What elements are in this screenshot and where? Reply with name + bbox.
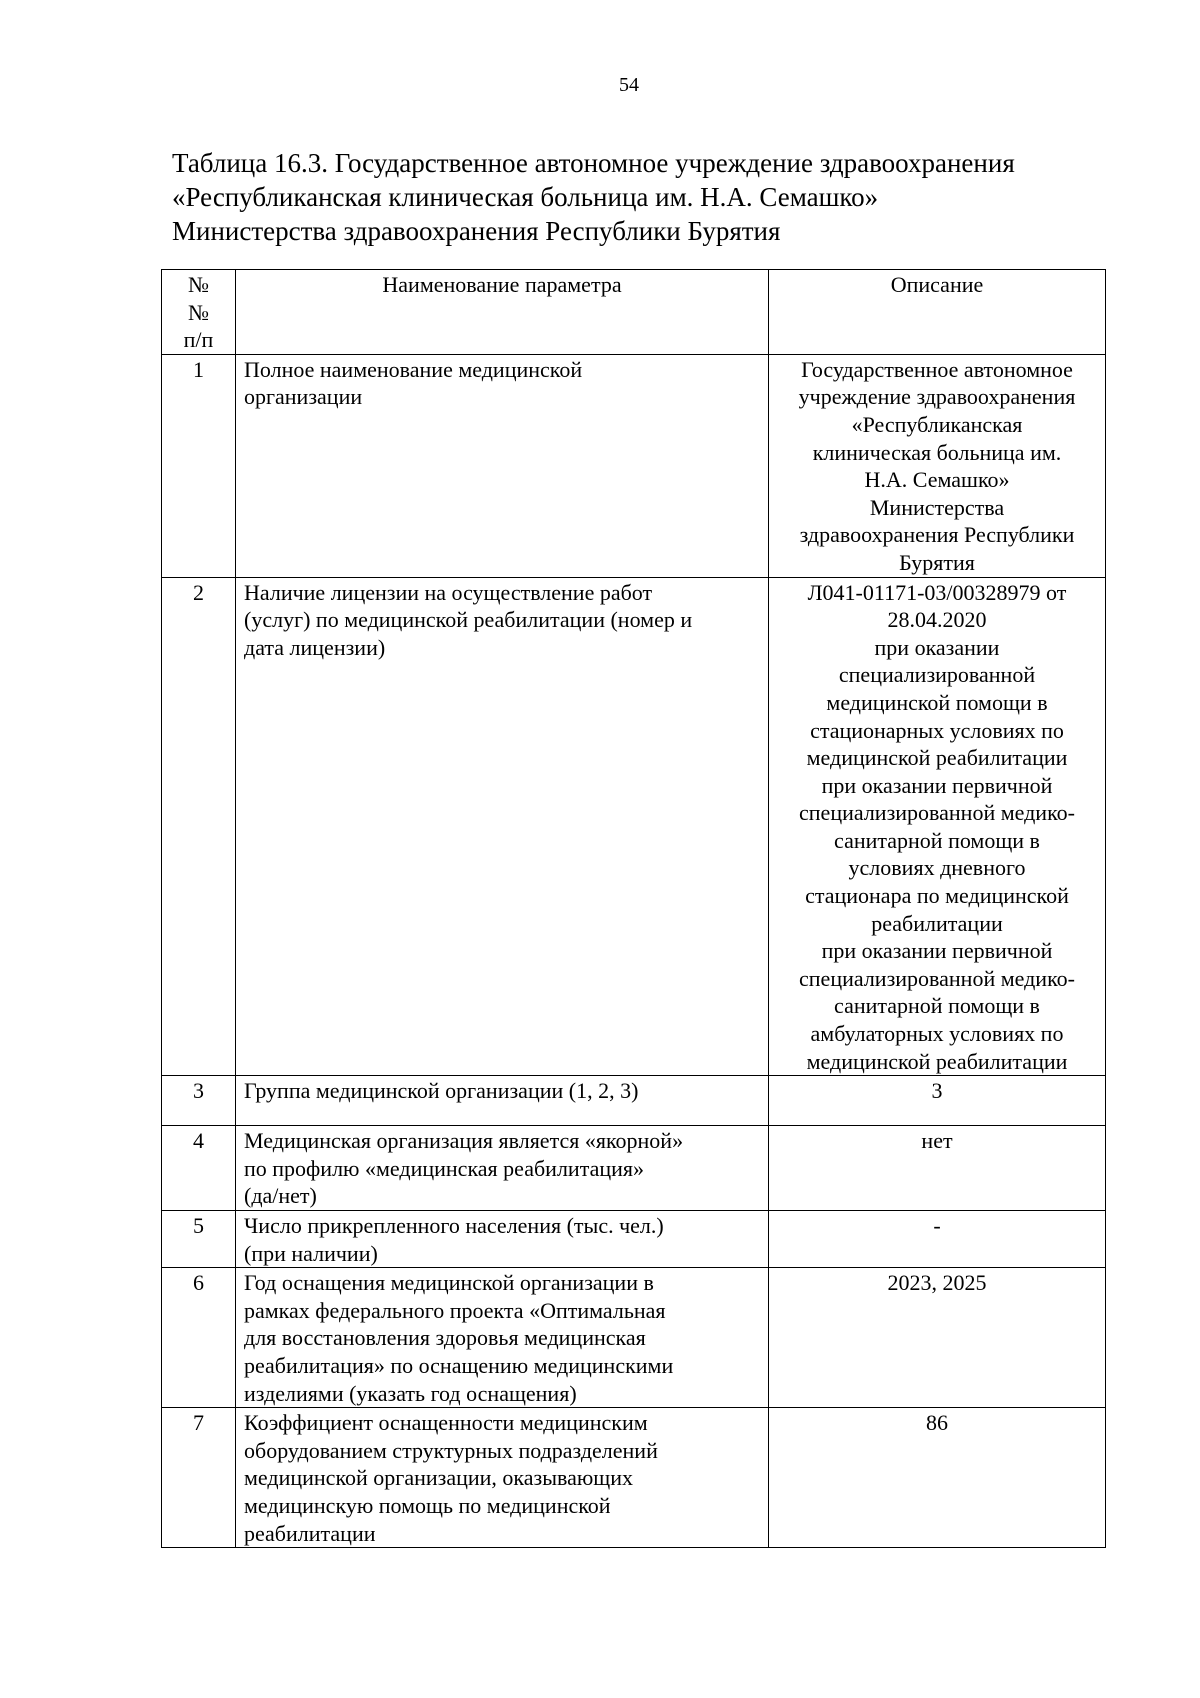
parameter-description-line: Бурятия xyxy=(899,549,975,575)
parameter-name-line: организации xyxy=(244,384,363,410)
parameter-description xyxy=(769,1268,1106,1408)
parameter-description-line: клиническая больница им. xyxy=(812,439,1062,465)
parameter-description-line: санитарной помощи в xyxy=(834,993,1040,1019)
parameter-description-line: специализированной медико- xyxy=(799,800,1075,826)
parameter-description-line: реабилитации xyxy=(871,910,1003,936)
parameter-description-line: 86 xyxy=(926,1410,948,1436)
parameter-description-line: Государственное автономное xyxy=(801,356,1073,382)
parameter-name xyxy=(236,1076,769,1126)
parameter-description-line: «Республиканская xyxy=(851,411,1023,437)
parameter-name-line: Коэффициент оснащенности медицинским xyxy=(244,1410,648,1436)
parameter-name-line: медицинскую помощь по медицинской xyxy=(244,1492,611,1518)
parameter-description-line: санитарной помощи в xyxy=(834,827,1040,853)
parameter-description-line: Л041-01171-03/00328979 от xyxy=(807,579,1067,605)
parameter-name xyxy=(236,1268,769,1408)
parameter-description-line: при оказании первичной xyxy=(821,772,1053,798)
table-row xyxy=(162,1126,1106,1211)
parameter-name-line: реабилитации xyxy=(244,1520,376,1546)
parameter-name-line: рамках федерального проекта «Оптимальная xyxy=(244,1297,666,1323)
row-number: 6 xyxy=(162,1268,236,1408)
parameter-description-line: медицинской реабилитации xyxy=(806,745,1068,771)
parameter-name-line: Группа медицинской организации (1, 2, 3) xyxy=(244,1078,639,1104)
header-description: Описание xyxy=(769,270,1106,355)
parameter-description-line: здравоохранения Республики xyxy=(799,522,1075,548)
table-row xyxy=(162,354,1106,577)
parameter-name-line: (услуг) по медицинской реабилитации (номер и xyxy=(244,607,693,633)
table-header-row xyxy=(162,270,1106,355)
row-number: 2 xyxy=(162,577,236,1076)
table-title-line: Таблица 16.3. Государственное автономное учреждение здравоохранения xyxy=(172,148,1015,178)
parameter-description xyxy=(769,1211,1106,1268)
header-number-line: № xyxy=(188,299,209,325)
parameter-name-line: (да/нет) xyxy=(244,1183,317,1209)
table-title-line: Министерства здравоохранения Республики Бурятия xyxy=(172,216,781,246)
parameter-name xyxy=(236,1408,769,1548)
parameter-description xyxy=(769,354,1106,577)
parameter-name-line: изделиями (указать год оснащения) xyxy=(244,1380,577,1406)
parameters-table xyxy=(161,269,1106,1548)
parameter-description-line: стационарных условиях по xyxy=(810,717,1064,743)
parameter-name-line: оборудованием структурных подразделений xyxy=(244,1437,658,1463)
parameter-description-line: при оказании xyxy=(874,634,1000,660)
row-number: 4 xyxy=(162,1126,236,1211)
parameter-name-line: дата лицензии) xyxy=(244,634,386,660)
row-number: 7 xyxy=(162,1408,236,1548)
table-row xyxy=(162,1076,1106,1126)
parameter-name-line: по профилю «медицинская реабилитация» xyxy=(244,1155,645,1181)
parameter-name-line: (при наличии) xyxy=(244,1240,378,1266)
parameter-description-line: 3 xyxy=(931,1078,943,1104)
parameter-description-line: 28.04.2020 xyxy=(887,607,987,633)
parameter-description-line: амбулаторных условиях по xyxy=(810,1021,1064,1047)
parameter-description xyxy=(769,1408,1106,1548)
table-row xyxy=(162,1408,1106,1548)
parameter-name-line: реабилитация» по оснащению медицинскими xyxy=(244,1352,674,1378)
row-number: 1 xyxy=(162,354,236,577)
header-parameter-name: Наименование параметра xyxy=(236,270,769,355)
table-row xyxy=(162,1268,1106,1408)
parameter-description-line: стационара по медицинской xyxy=(805,883,1069,909)
parameter-description-line: специализированной xyxy=(838,662,1036,688)
parameter-name xyxy=(236,1211,769,1268)
table-row xyxy=(162,1211,1106,1268)
parameter-description xyxy=(769,577,1106,1076)
table-body xyxy=(162,354,1106,1547)
parameter-name-line: для восстановления здоровья медицинская xyxy=(244,1325,646,1351)
page-number: 54 xyxy=(619,74,639,96)
parameter-description xyxy=(769,1076,1106,1126)
parameter-name xyxy=(236,354,769,577)
parameter-name-line: Медицинская организация является «якорной» xyxy=(244,1128,684,1154)
parameter-name-line: Наличие лицензии на осуществление работ xyxy=(244,579,653,605)
parameter-name-line: Год оснащения медицинской организации в xyxy=(244,1270,654,1296)
row-number: 3 xyxy=(162,1076,236,1126)
parameter-description-line: медицинской реабилитации xyxy=(806,1048,1068,1074)
parameter-name-line: Число прикрепленного населения (тыс. чел.) xyxy=(244,1213,664,1238)
parameter-description-line: условиях дневного xyxy=(848,855,1026,881)
parameter-name-line: Полное наименование медицинской xyxy=(244,356,583,382)
parameter-description-line: - xyxy=(933,1213,941,1238)
parameter-description-line: при оказании первичной xyxy=(821,938,1053,964)
header-number-line: № xyxy=(188,272,209,297)
parameter-description-line: Министерства xyxy=(869,494,1005,520)
parameter-description xyxy=(769,1126,1106,1211)
table-title-line: «Республиканская клиническая больница им. Н.А. Семашко» xyxy=(172,182,879,212)
parameter-description-line: специализированной медико- xyxy=(799,965,1075,991)
parameter-description-line: Н.А. Семашко» xyxy=(864,467,1010,493)
header-number xyxy=(162,270,236,355)
row-number: 5 xyxy=(162,1211,236,1268)
table-row xyxy=(162,577,1106,1076)
parameter-description-line: 2023, 2025 xyxy=(887,1270,987,1296)
table-title xyxy=(172,146,1102,248)
parameter-description-line: медицинской помощи в xyxy=(826,689,1048,715)
parameter-name-line: медицинской организации, оказывающих xyxy=(244,1465,634,1491)
parameter-description-line: учреждение здравоохранения xyxy=(798,384,1076,410)
parameter-description-line: нет xyxy=(921,1128,953,1154)
parameter-name xyxy=(236,577,769,1076)
parameter-name xyxy=(236,1126,769,1211)
header-number-line: п/п xyxy=(183,327,214,353)
